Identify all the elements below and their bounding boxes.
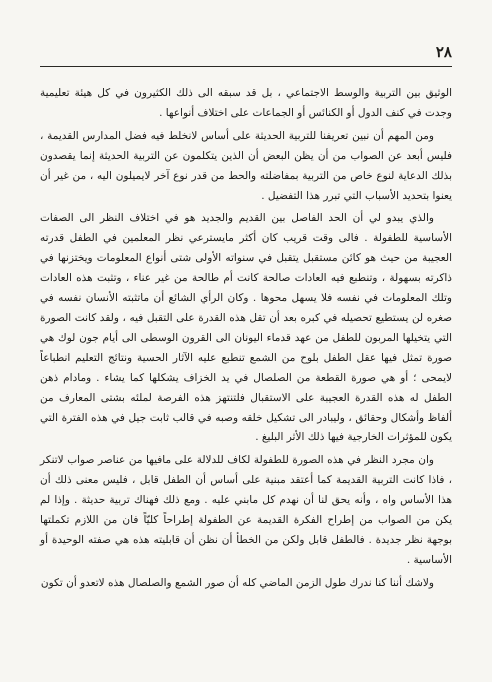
page-number: ٢٨ xyxy=(435,43,452,61)
body-text xyxy=(40,84,452,594)
paragraph: ومن المهم أن نبين تعريفنا للتربية الحديثة على أساس لانخلط فيه فضل المدارس القديمة ، فليس أبعد عن الصواب من أن يظن البعض أن الذين يتكلمون عن التربية الحديثة إنما يقصدون بذلك الدعاية لنوع خاص من التربية بمفاضلته والحط من قدر نوع آخر لايميلون اليه ، من غير أن يعنوا بتحديد الأسباب التي تبرر هذا التفضيل . xyxy=(40,129,452,202)
paragraph: والذي يبدو لي أن الحد الفاصل بين القديم والجديد هو في اختلاف النظر الى الصفات الأساسية للطفولة . فالى وقت قريب كان أكثر مايسترعي نظر المعلمين في الطفل قدرته العجيبة من حيث هو كائن مستقبل يتقبل في سنواته الأولى شتى أنواع المعلومات ويختزنها في ذاكرته بسهولة ، وتنطبع فيه العادات صالحة كانت أم طالحة من غير عناء ، وتثبت هذه العادات وتلك المعلومات في نفسه فلا يسهل محوها . وكان الرأي الشائع أن ماتثبته الأنسان نفسه في صغره لن يستطيع تحصيله في كبره بعد أن تقل هذه القدرة على التقبل فيه ، ولقد كانت الصورة التي يتخيلها المربون للطفل من عهد قدماء اليونان الى القرون الوسطى الى أيام جون لوك هي صورة تمثل فيها عقل الطفل بلوح من الشمع تنطبع عليه الآثار الحسية ونتائج التعليم انطباعاً لايمحى ؛ أو هي صورة القطعة من الصلصال في يد الخزاف يشكلها كما يشاء . ومادام ذهن الطفل له هذه القدرة العجيبة على الاستقبال فلتنتهز هذه الفرصة لملئه بشتى المعارف من ألفاظ وأشكال وحقائق ، وليبادر الى تشكيل خلقه وصبه في قالب ثابت جيل في هذه الفترة التي يكون للمؤثرات الخارجية فيها ذلك الأثر البليغ . xyxy=(40,212,452,444)
page-header xyxy=(40,42,452,66)
paragraph: ولاشك أننا كنا ندرك طول الزمن الماضي كله أن صور الشمع والصلصال هذه لاتعدو أن تكون xyxy=(40,576,434,589)
paragraph: الوثيق بين التربية والوسط الاجتماعي ، بل قد سبقه الى ذلك الكثيرون في كل هيئة تعليمية وجدت في كنف الدول أو الكنائس أو الجماعات على اختلاف أنواعها . xyxy=(40,87,452,119)
header-rule xyxy=(40,66,452,67)
paragraph: وان مجرد النظر في هذه الصورة للطفولة لكاف للدلالة على مافيها من عناصر صواب لاتنكر ، فاذا كانت التربية القديمة كما أعتقد مبنية على أساس أن الطفل قابل ، فليس معنى ذلك أن هذا الأساس واه ، وأنه يحق لنا أن نهدم كل مابني عليه . ومع ذلك فهناك تربية حديثة . وإذا لم يكن من الصواب من إطراح الفكرة القديمة عن الطفولة إطراحاً كليّاً فان من اللازم تكملتها بوجهة نظر جديدة . فالطفل قابل ولكن من الخطأ أن نظن أن قابليته هذه هي صفته الوحيدة أو الأساسية . xyxy=(40,454,452,566)
